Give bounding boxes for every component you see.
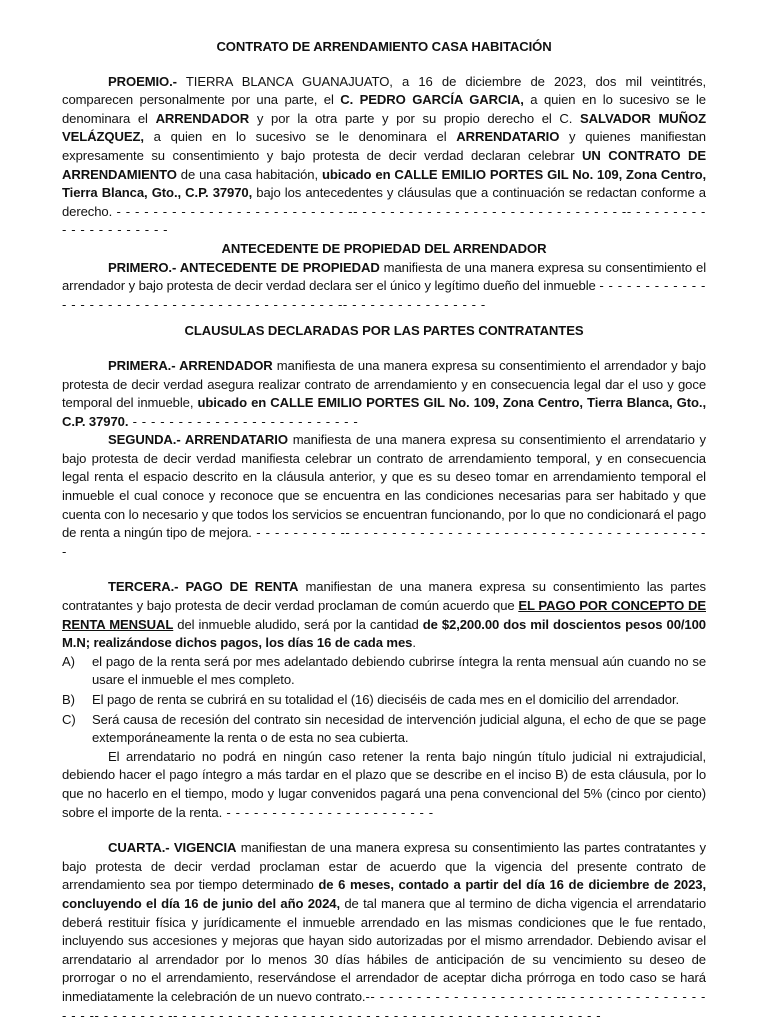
proemio-text-5: y quienes manifiestan expresamente su consentimiento y bajo protesta de decir verdad declaran celebrar: [62, 129, 706, 163]
proemio-text-2: a quien en lo sucesivo se le denominara el: [62, 92, 706, 126]
cuarta-text-2: de tal manera que al termino de dicha vigencia el arrendatario deberá restituir física y jurídicamente el inmueble arrendado en las mismas condiciones que le fue rentado, incluyendo sus accesiones y mejoras que hayan sido autorizadas por el mismo arrendador. Debiendo avisar el arrendatario al arrendador por lo menos 30 días hábiles de anticipación de su vencimiento su deseo de prorrogar o no el arrendamiento, reservándose el arrendador de aceptar dicha prórroga en todo caso se hará inmediatamente la celebración de un nuevo contrato.: [62, 895, 707, 1004]
tercera-underlined: EL PAGO POR CONCEPTO DE RENTA MENSUAL: [62, 598, 706, 632]
primera-address: ubicado en CALLE EMILIO PORTES GIL No. 109, Zona Centro, Tierra Blanca, Gto., C.P. 37970.: [62, 395, 706, 429]
antecedente-heading: ANTECEDENTE DE PROPIEDAD DEL ARRENDADOR: [221, 240, 547, 256]
list-item: [62, 653, 706, 690]
list-item: [62, 691, 706, 710]
cuarta-period: de 6 meses, contado a partir del día 16 de diciembre de 2023, concluyendo el día 16 de junio del año 2024,: [62, 877, 706, 911]
item-marker: C): [62, 711, 76, 727]
dash-filler: - - - - - - - - - - - - - - - - - - - - - - - - - - - - - - - - - - - - - - - - - - -- - - - - - - - - - - - - - - -: [62, 278, 707, 312]
segunda-text: manifiesta de una manera expresa su consentimiento el arrendatario y bajo protesta de decir verdad manifiesta celebrar un contrato de arrendamiento temporal, y en consecuencia legal renta el espacio descrito en la cláusula anterior, y que es su deseo tomar en arrendamiento temporal el inmueble el cual conoce y reconoce que se encuentra en las condiciones necesarias para ser habitado y que cuenta con lo necesario y que todos los servicios se encuentran funcionando, por lo que no condicionará el pago de renta a ningún tipo de mejora.: [62, 432, 706, 541]
tercera-items-list: [62, 653, 706, 748]
proemio-paragraph: [62, 73, 706, 240]
item-marker: A): [62, 653, 75, 669]
proemio-text-7: bajo los antecedentes y cláusulas que a continuación se redactan conforme a derecho.: [62, 185, 706, 219]
property-address: ubicado en CALLE EMILIO PORTES GIL No. 109, Zona Centro, Tierra Blanca, Gto., C.P. 37970,: [62, 166, 707, 201]
clausula-primera: [62, 357, 706, 431]
dash-filler: -- - - - - - - - - - - - - - - - - - - - -- - - - - - - - - - - - - - - - - - - -- - - - - - - - -- - - - - - - - - - - - - - - - - - - - - - - - - - - - - - - - - - - - - - - - - - - - - - -: [62, 988, 706, 1023]
clausulas-heading: CLAUSULAS DECLARADAS POR LAS PARTES CONTRATANTES: [184, 323, 584, 339]
proemio-text-3: y por la otra parte y por su propio derecho el C.: [249, 110, 581, 126]
primera-label: PRIMERA.- ARRENDADOR: [108, 357, 273, 373]
proemio-text-4: a quien en lo sucesivo se le denominara el: [143, 129, 457, 145]
tercera-text-2: del inmueble aludido, será por la cantidad: [173, 616, 423, 632]
proemio-text-1: TIERRA BLANCA GUANAJUATO, a 16 de diciembre de 2023, dos mil veintitrés, comparecen personalmente por una parte, el: [62, 73, 706, 108]
tercera-text-1: manifiestan de una manera expresa su consentimiento las partes contratantes y bajo protesta de decir verdad proclaman de común acuerdo que: [62, 579, 706, 614]
clausula-cuarta: [62, 839, 706, 1025]
dash-filler: - - - - - - - - - - - - - - - - - - - - - - -: [222, 804, 434, 820]
segunda-label: SEGUNDA.- ARRENDATARIO: [108, 432, 288, 448]
proemio-text-6: de una casa habitación,: [176, 166, 322, 182]
item-text: Será causa de recesión del contrato sin necesidad de intervención judicial alguna, el echo de que se page extemporáneamente la renta o de esta no sea cubierta.: [92, 711, 706, 746]
arrendatario-name: SALVADOR MUÑOZ VELÁZQUEZ,: [62, 110, 706, 145]
contract-title: CONTRATO DE ARRENDAMIENTO CASA HABITACIÓN: [216, 39, 552, 54]
item-text: el pago de la renta será por mes adelantado debiendo cubrirse íntegra la renta mensual aún cuando no se usare el inmueble el mes completo.: [92, 653, 706, 688]
item-text: El pago de renta se cubrirá en su totalidad el (16) dieciséis de cada mes en el domicilio del arrendador.: [92, 692, 680, 707]
tercera-closing-text: El arrendatario no podrá en ningún caso retener la renta bajo ningún título judicial ni extrajudicial, debiendo hacer el pago íntegro a más tardar en el plazo que se describe en el inciso B) de esta cláusula, por lo que no hacerlo en el tiempo, modo y lugar convenidos pagará una pena convencional del 5% (cinco por ciento) sobre el importe de la renta.: [62, 748, 706, 820]
tercera-label: TERCERA.- PAGO DE RENTA: [108, 579, 299, 595]
tercera-text-3: .: [412, 635, 416, 651]
antecedente-paragraph: [62, 259, 706, 315]
primera-text: manifiesta de una manera expresa su consentimiento el arrendador y bajo protesta de decir verdad asegura realizar contrato de arrendamiento y en consecuencia legal dar el uso y goce temporal del inmueble,: [62, 357, 706, 411]
antecedente-label: PRIMERO.- ANTECEDENTE DE PROPIEDAD: [108, 259, 380, 275]
dash-filler: - - - - - - - - - -- - - - - - - - - - - - - - - - - - - - - - - - - - - - - - - - - - - - - - - -: [62, 525, 706, 559]
clausula-tercera: [62, 578, 706, 652]
dash-filler: - - - - - - - - - - - - - - - - - - - - - - - - - -- - - - - - - - - - - - - - - - - - - - - - - - - - - - - -- - - - - - - - - - - - - - - - - - - - -: [62, 203, 706, 238]
arrendador-term: ARRENDADOR: [155, 110, 250, 126]
antecedente-text: manifiesta de una manera expresa su consentimiento el arrendador y bajo protesta de decir verdad declara ser el único y legítimo dueño del inmueble: [62, 259, 707, 294]
proemio-label: PROEMIO.-: [108, 73, 177, 89]
dash-filler: - - - - - - - - - - - - - - - - - - - - - - - - -: [128, 413, 359, 429]
rent-amount: de $2,200.00 dos mil doscientos pesos 00/100 M.N; realizándose dichos pagos, los días 16 de cada mes: [62, 616, 706, 651]
clausula-segunda: [62, 431, 706, 561]
arrendatario-term: ARRENDATARIO: [456, 129, 560, 145]
cuarta-label: CUARTA.- VIGENCIA: [108, 840, 237, 856]
cuarta-text-1: manifiestan de una manera expresa su consentimiento las partes contratantes y bajo protesta de decir verdad proclaman estar de acuerdo que la vigencia del presente contrato de arrendamiento sea por tiempo determinado: [62, 840, 707, 893]
list-item: [62, 711, 706, 748]
arrendador-name: C. PEDRO GARCÍA GARCIA,: [340, 92, 524, 108]
item-marker: B): [62, 692, 75, 707]
tercera-closing: [62, 748, 706, 822]
contract-type: UN CONTRATO DE ARRENDAMIENTO: [62, 147, 706, 182]
